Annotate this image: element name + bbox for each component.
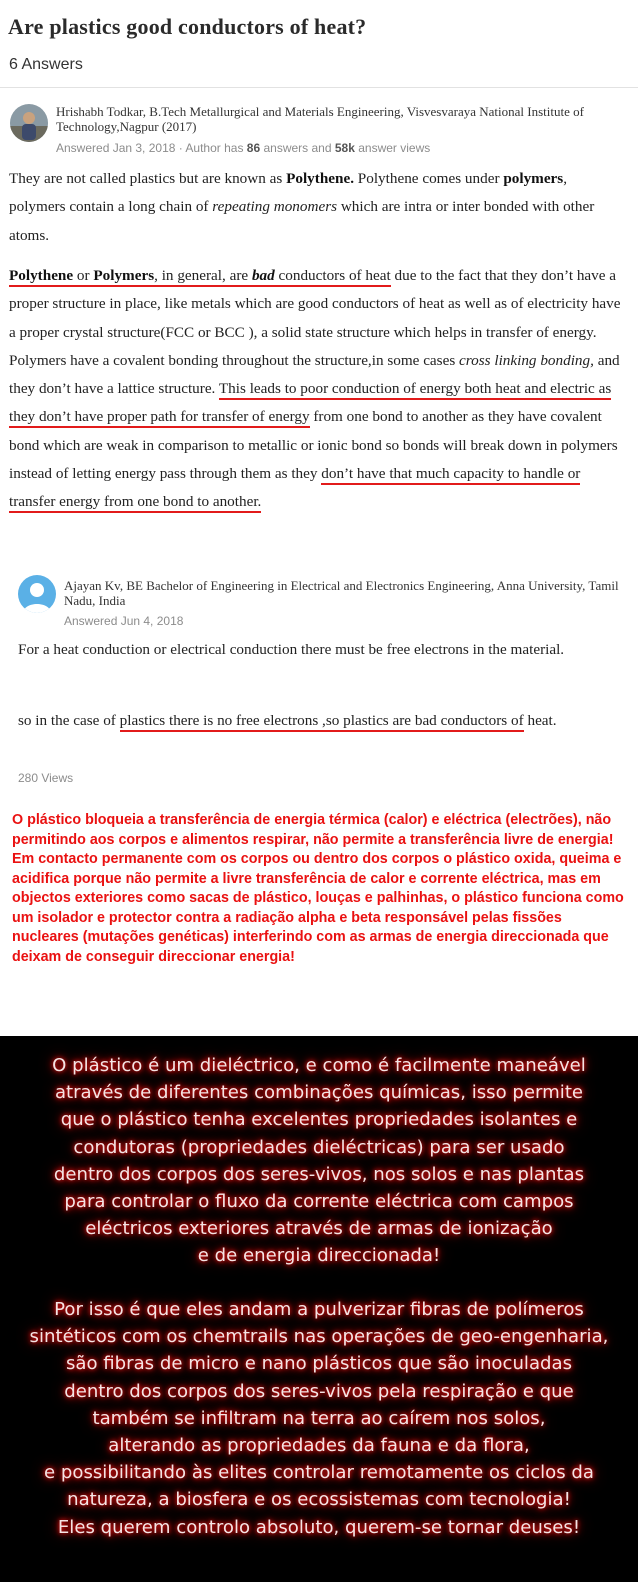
glow-text-line: e possibilitando às elites controlar remotamente os ciclos da [44,1462,594,1484]
avatar-photo-icon [10,104,48,142]
answer-paragraph: so in the case of plastics there is no free electrons ,so plastics are bad conductors of heat. [18,707,618,735]
author-credential[interactable]: Ajayan Kv, BE Bachelor of Engineering in Electrical and Electronics Engineering, Anna University, Tamil Nadu, India [64,578,619,608]
glow-text-line: são fibras de micro e nano plásticos que são inoculadas [65,1353,573,1375]
default-avatar-icon [18,575,56,613]
glow-text-block [0,1052,638,1270]
question-title[interactable]: Are plastics good conductors of heat? [8,14,367,39]
answer-meta: Answered Jan 3, 2018 · Author has 86 answers and 58k answer views [56,141,431,155]
answers-count: 6 Answers [9,56,83,73]
glow-text-line: através de diferentes combinações químicas, isso permite [54,1082,584,1104]
avatar[interactable] [10,104,48,142]
answer-meta: Answered Jun 4, 2018 [64,614,184,628]
glow-text-line: dentro dos corpos dos seres-vivos, nos solos e nas plantas [53,1163,585,1185]
divider [0,87,638,88]
red-annotation: O plástico bloqueia a transferência de energia térmica (calor) e eléctrica (electrões), não permitindo aos corpos e alimentos respirar, não permite a transferência livre de energia! Em contacto permanente com os corpos ou dentro dos corpos o plástico oxida, queima e acidifica porque não permite a livre transferência de calor e corrente eléctrica, mas em objectos exteriores como sacas de plástico, louças e palhinhas, o plástico funciona como um isolador e protector contra a radiação alpha e beta responsável pelas fissões nucleares (mutações genéticas) interferindo com as armas de energia direccionada que deixam de conseguir direccionar energia! [12,812,624,965]
glow-text-line: natureza, a biosfera e os ecossistemas com tecnologia! [67,1489,571,1511]
glow-text-line: que o plástico tenha excelentes propriedades isolantes e [60,1109,578,1131]
glow-text-block [0,1296,638,1541]
answer-paragraph: Polythene or Polymers, in general, are bad conductors of heat due to the fact that they don’t have a proper structure in place, like metals which are good conductors of heat as well as of electricity have a proper crystal structure(FCC or BCC ), a solid state structure which helps in transfer of energy. Polymers have a covalent bonding throughout the structure,in some cases cross linking bonding, and they don’t have a lattice structure. This leads to poor conduction of energy both heat and electric as they don’t have proper path for transfer of energy from one bond to another as they have covalent bond which are weak in comparison to metallic or ionic bond so bonds will break down in polymers instead of letting energy pass through them as they don’t have that much capacity to handle or transfer energy from one bond to another. [9,262,621,517]
answer-paragraph: They are not called plastics but are known as Polythene. Polythene comes under polymers, polymers contain a long chain of repeating monomers which are intra or inter bonded with other atoms. [9,170,595,244]
author-credential[interactable]: Hrishabh Todkar, B.Tech Metallurgical and Materials Engineering, Visvesvaraya National Institute of Technology,Nagpur (2017) [56,104,584,134]
glow-text-line: alterando as propriedades da fauna e da flora, [108,1435,530,1457]
glow-text-line: condutoras (propriedades dieléctricas) para ser usado [73,1136,565,1158]
glow-text-line: para controlar o fluxo da corrente eléctrica com campos [64,1191,574,1213]
glow-text-line: sintéticos com os chemtrails nas operações de geo-engenharia, [29,1326,609,1348]
glow-text-line: eléctricos exteriores através de armas de ionização [85,1218,553,1240]
glow-text-line: e de energia direccionada! [197,1245,441,1267]
answer-paragraph: For a heat conduction or electrical conduction there must be free electrons in the material. [18,641,565,658]
glow-text-line: Eles querem controlo absoluto, querem-se tornar deuses! [57,1516,581,1538]
black-text-panel [0,1036,638,1582]
view-count: 280 Views [18,771,74,785]
glow-text-line: Por isso é que eles andam a pulverizar fibras de polímeros [54,1299,584,1320]
glow-text-line: também se infiltram na terra ao caírem nos solos, [92,1407,546,1429]
glow-text-line: O plástico é um dieléctrico, e como é facilmente maneável [52,1055,586,1076]
default-avatar[interactable] [18,575,56,613]
glow-text-line: dentro dos corpos dos seres-vivos pela respiração e que [64,1380,574,1402]
